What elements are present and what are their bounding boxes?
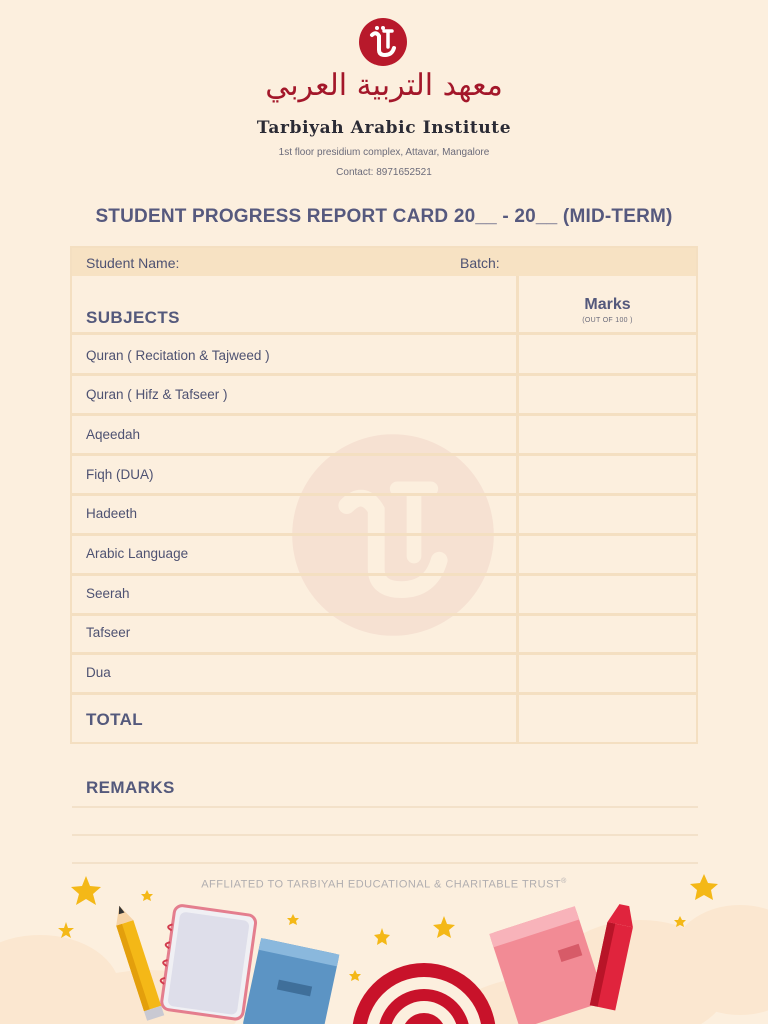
subject-row: Quran ( Recitation & Tajweed ) [86,348,270,363]
institute-contact: Contact: 8971652521 [336,167,432,178]
row-divider [72,692,696,695]
row-divider [72,332,696,335]
logo-emblem [358,17,408,67]
institute-arabic-name: معهد التربية العربي [265,68,503,103]
subject-row: Dua [86,665,111,680]
subject-row: Tafseer [86,625,131,640]
marks-subheader: (OUT OF 100 ) [582,317,633,324]
registered-mark: ® [561,878,567,885]
notebook-icon [157,904,257,1020]
affiliation-note: AFFLIATED TO TARBIYAH EDUCATIONAL & CHARITABLE TRUST® [201,878,567,891]
subject-row: Seerah [86,586,130,601]
row-divider [72,533,696,536]
row-divider [72,453,696,456]
student-name-label: Student Name: [86,255,180,271]
student-info-row [72,248,696,276]
row-divider [72,373,696,376]
report-title: STUDENT PROGRESS REPORT CARD 20__ - 20__ (MID-TERM) [95,206,673,227]
target-icon [352,963,496,1024]
book-icon [242,938,339,1024]
row-divider [72,613,696,616]
subject-row: Hadeeth [86,506,138,521]
total-label: TOTAL [86,710,144,729]
subject-row: Aqeedah [86,427,141,442]
institute-english-name: Tarbiyah Arabic Institute [256,118,512,138]
subjects-header: SUBJECTS [86,308,180,327]
row-divider [72,413,696,416]
institute-address: 1st floor presidium complex, Attavar, Mangalore [278,147,490,158]
remarks-label: REMARKS [86,778,175,797]
row-divider [72,493,696,496]
subject-row: Quran ( Hifz & Tafseer ) [86,387,228,402]
subject-row: Fiqh (DUA) [86,467,154,482]
subject-row: Arabic Language [86,546,189,561]
marks-table [70,246,698,744]
batch-label: Batch: [460,255,500,271]
marks-header: Marks [584,296,631,313]
row-divider [72,652,696,655]
remarks-line [72,834,698,836]
row-divider [72,573,696,576]
column-divider [516,276,519,744]
remarks-line [72,806,698,808]
school-supplies-illustration [0,860,768,1024]
